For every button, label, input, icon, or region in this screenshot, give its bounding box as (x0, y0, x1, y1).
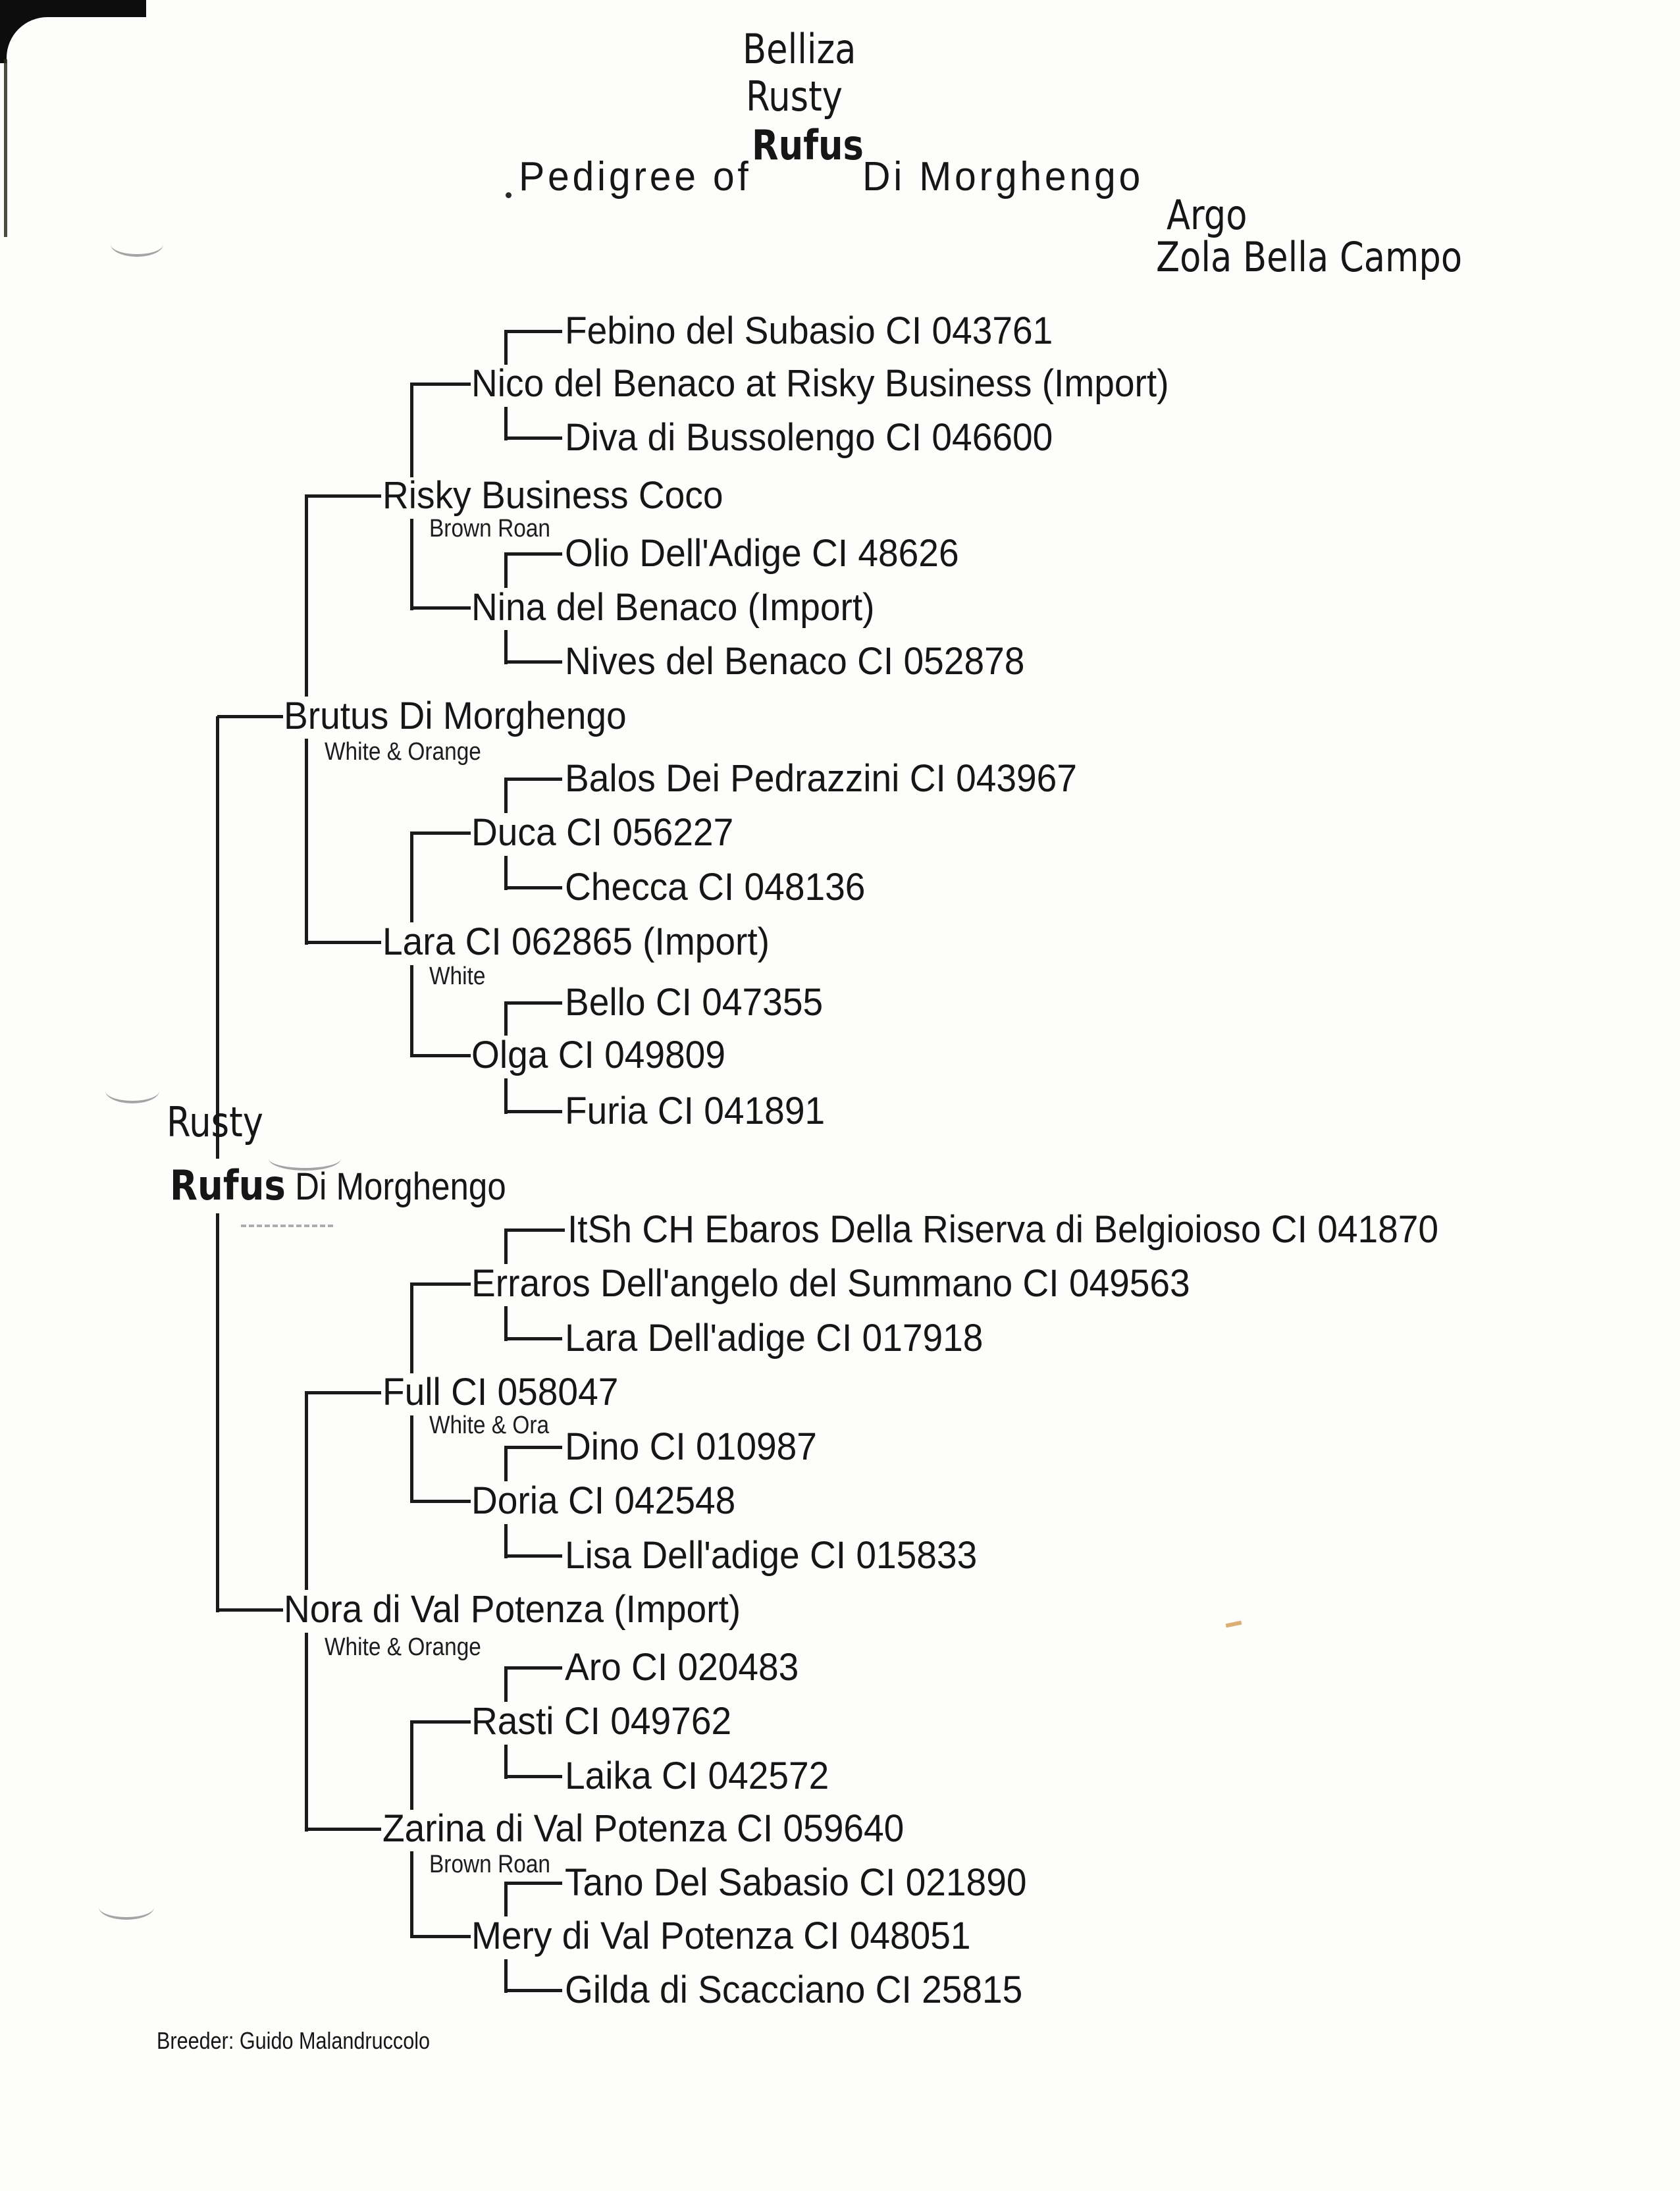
connector-line (504, 330, 562, 333)
color-label: White & Ora (429, 1412, 550, 1439)
connector-line (410, 1282, 471, 1286)
pedigree-node: Nives del Benaco CI 052878 (565, 640, 1025, 683)
node-dam: Nora di Val Potenza (Import) (284, 1588, 741, 1631)
connector-line (410, 1054, 471, 1057)
connector-line (504, 1882, 562, 1885)
pedigree-node: Zarina di Val Potenza CI 059640 (382, 1807, 905, 1850)
connector-line (504, 779, 508, 813)
color-label: Brown Roan (429, 515, 551, 542)
pedigree-node: Aro CI 020483 (565, 1646, 799, 1689)
connector-line (504, 1959, 508, 1993)
subject-name (170, 1161, 506, 1209)
orange-speck-artifact (1226, 1621, 1242, 1628)
page-curl-mark (111, 232, 163, 257)
pedigree-node: Lara Dell'adige CI 017918 (565, 1317, 984, 1359)
connector-line (305, 494, 381, 498)
pedigree-node: Furia CI 041891 (565, 1090, 826, 1132)
pedigree-node: Bello CI 047355 (565, 981, 824, 1024)
connector-line (504, 554, 508, 588)
connector-line (216, 1213, 219, 1612)
connector-line (504, 1228, 565, 1232)
connector-line (504, 1668, 508, 1702)
connector-line (410, 833, 413, 922)
connector-line (504, 1447, 508, 1481)
connector-line (410, 1935, 471, 1938)
connector-line (504, 1883, 508, 1916)
page-title-suffix: Di Morghengo (862, 154, 1143, 199)
subject-surname-text: Di Morghengo (295, 1165, 506, 1208)
connector-line (504, 1306, 508, 1341)
connector-line (504, 1230, 508, 1264)
pedigree-node: Nina del Benaco (Import) (471, 586, 875, 629)
connector-line (410, 519, 413, 610)
connector-line (504, 1524, 508, 1558)
page-curl-mark (99, 1895, 154, 1920)
subject-bold-name: Rufus (170, 1161, 286, 1209)
connector-line (504, 1745, 508, 1779)
connector-line (504, 630, 508, 664)
connector-line (504, 1446, 562, 1449)
pedigree-node: Rasti CI 049762 (471, 1700, 732, 1743)
connector-line (410, 383, 471, 386)
connector-line (504, 436, 562, 440)
connector-line (305, 1633, 308, 1832)
pedigree-node: Risky Business Coco (382, 474, 723, 517)
connector-line (504, 552, 562, 556)
connector-line (305, 1392, 308, 1590)
pedigree-node: Olio Dell'Adige CI 48626 (565, 532, 959, 575)
connector-line (504, 778, 562, 781)
pedigree-node: Erraros Dell'angelo del Summano CI 049563 (471, 1262, 1190, 1305)
connector-line (504, 1775, 562, 1778)
connector-line (504, 1003, 508, 1036)
pedigree-node: Olga CI 049809 (471, 1034, 725, 1076)
pedigree-node: Lisa Dell'adige CI 015833 (565, 1534, 978, 1577)
connector-line (410, 384, 413, 477)
connector-line (410, 832, 471, 835)
scan-edge-artifact (4, 59, 7, 237)
connector-line (504, 886, 562, 889)
pedigree-node: Tano Del Sabasio CI 021890 (565, 1861, 1027, 1904)
connector-line (410, 606, 471, 610)
pedigree-node: Full CI 058047 (382, 1371, 619, 1413)
node-sire: Brutus Di Morghengo (284, 695, 627, 737)
connector-line (504, 1666, 562, 1670)
connector-line (504, 1110, 562, 1113)
color-label: Brown Roan (429, 1851, 551, 1878)
connector-line (504, 1554, 562, 1558)
connector-line (410, 1415, 413, 1502)
pedigree-node: Checca CI 048136 (565, 866, 866, 909)
pedigree-node: Gilda di Scacciano CI 25815 (565, 1968, 1023, 2011)
connector-line (504, 407, 508, 440)
subject-surname (286, 1165, 295, 1208)
pedigree-node: Balos Dei Pedrazzini CI 043967 (565, 757, 1077, 800)
subject-handwritten-name: Rusty (167, 1098, 263, 1146)
connector-line (504, 1078, 508, 1114)
connector-line (305, 1828, 381, 1831)
title-annotation-argo: Argo (1167, 191, 1247, 239)
title-annotation-zola: Zola Bella Campo (1156, 233, 1463, 281)
connector-line (305, 496, 308, 697)
connector-line (410, 1722, 413, 1810)
title-annotation-rufus: Rufus (752, 121, 864, 169)
connector-line (504, 660, 562, 664)
connector-line (504, 331, 508, 365)
breeder-line: Breeder: Guido Malandruccolo (157, 2027, 431, 2054)
connector-line (410, 1500, 471, 1503)
pedigree-node: Laika CI 042572 (565, 1755, 829, 1797)
connector-line (504, 1989, 562, 1992)
connector-line (305, 1391, 381, 1394)
pedigree-node: ItSh CH Ebaros Della Riserva di Belgioioso CI 041870 (567, 1208, 1439, 1251)
color-label-dam: White & Orange (325, 1633, 481, 1661)
stray-dot-artifact (506, 192, 512, 198)
connector-line (504, 856, 508, 890)
connector-line (410, 1720, 471, 1724)
title-annotation-belliza: Belliza (743, 25, 856, 73)
page-curl-mark (105, 1078, 159, 1103)
connector-line (305, 739, 308, 945)
connector-line (305, 941, 381, 944)
color-label-sire: White & Orange (325, 738, 481, 766)
pedigree-node: Doria CI 042548 (471, 1479, 736, 1522)
connector-line (410, 965, 413, 1057)
connector-line (504, 1337, 562, 1340)
pedigree-node: Mery di Val Potenza CI 048051 (471, 1914, 971, 1957)
title-annotation-rusty: Rusty (746, 72, 843, 120)
connector-line (410, 1851, 413, 1938)
pedigree-node: Dino CI 010987 (565, 1425, 817, 1468)
pedigree-node: Lara CI 062865 (Import) (382, 920, 770, 963)
connector-line (216, 716, 219, 1159)
scan-dash-artifact (241, 1225, 333, 1227)
connector-line (504, 1001, 562, 1005)
connector-line (217, 715, 283, 718)
color-label: White (429, 963, 486, 990)
pedigree-node: Nico del Benaco at Risky Business (Import) (471, 362, 1169, 405)
connector-line (410, 1284, 413, 1373)
pedigree-node: Febino del Subasio CI 043761 (565, 309, 1053, 352)
pedigree-node: Duca CI 056227 (471, 811, 734, 854)
connector-line (217, 1608, 283, 1612)
page-rounded-corner (7, 17, 146, 65)
pedigree-node: Diva di Bussolengo CI 046600 (565, 416, 1053, 459)
page-title-prefix: Pedigree of (519, 154, 752, 199)
